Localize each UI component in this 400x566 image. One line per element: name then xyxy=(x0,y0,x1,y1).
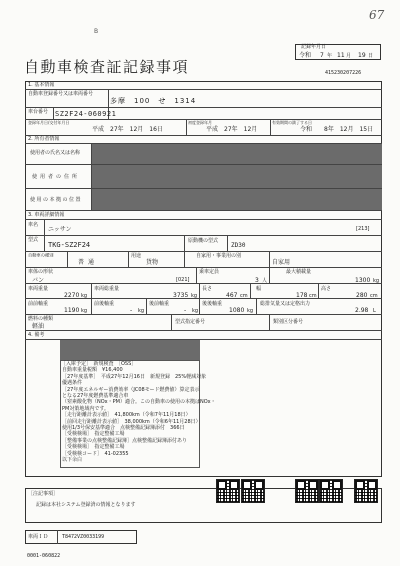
front-front-axle-value: 1190 xyxy=(64,307,80,314)
front-rear-axle-label: 前後軸重 xyxy=(94,301,115,307)
first-reg-value: 平成 27年 12月 16日 xyxy=(92,126,163,133)
qr-code xyxy=(216,479,240,503)
section-1-header: 1. 基本情報 xyxy=(28,82,55,88)
expiry-label: 有効期間の満了する日 xyxy=(272,121,313,126)
section-3-header: 3. 車両詳細情報 xyxy=(28,212,65,218)
weight-label: 車両重量 xyxy=(28,286,49,292)
issue-date-day-unit: 日 xyxy=(368,53,374,59)
expiry-value: 令和 8年 12月 15日 xyxy=(300,126,374,133)
maker-value: ニッサン xyxy=(48,226,72,233)
car-id-box xyxy=(25,530,137,544)
car-id-label: 車両ＩＤ xyxy=(28,534,49,540)
user-name-label: 使用者の氏名又は名称 xyxy=(30,150,81,156)
fuel-label: 燃料の種類 xyxy=(28,316,54,322)
issue-date-label: 記録年月日 xyxy=(301,44,327,50)
body-value: バン xyxy=(32,277,45,284)
section-2-header: 2. 所有者情報 xyxy=(28,136,60,142)
issue-date-year: 7 xyxy=(320,52,324,59)
note-line: （窒素酸化物（NOx・PM）適合。この自動車の使用の本拠はNOx・ xyxy=(62,399,216,406)
rear-front-axle-label: 後前軸重 xyxy=(149,301,170,307)
note-line: ［受検検場］ 指定整備工場 xyxy=(62,444,125,451)
front-rear-axle-unit: kg xyxy=(138,308,145,314)
maker-code: [213] xyxy=(356,226,370,232)
note-line: ［受検検場］ 指定整備工場 xyxy=(62,431,125,438)
max-load-label: 最大積載量 xyxy=(286,269,312,275)
note-line: ［入庫予定］ 新規検査 ［OSS］ xyxy=(61,361,137,367)
rear-rear-axle-label: 後後軸重 xyxy=(202,301,223,307)
issue-date-day: 19 xyxy=(358,52,366,59)
rear-front-axle-unit: kg xyxy=(192,308,199,314)
handwritten-page-number: 67 xyxy=(369,8,385,22)
front-front-axle-label: 前前軸重 xyxy=(28,301,49,307)
first-year-value: 平成 27年 12月 xyxy=(206,126,258,133)
body-code: [021] xyxy=(176,277,190,283)
issue-date-year-unit: 年 xyxy=(327,53,333,59)
max-load-value: 1300 xyxy=(355,277,371,284)
use-value: 貨物 xyxy=(146,259,159,266)
first-year-label: 初度登録年月 xyxy=(188,121,213,126)
first-reg-label: 登録年月日/交付年月日 xyxy=(28,121,70,126)
issue-date-box xyxy=(295,44,381,60)
issue-date-month-unit: 月 xyxy=(346,53,352,59)
redacted-notes-header xyxy=(60,340,200,360)
height-unit: cm xyxy=(370,293,378,299)
type-number-label: 型式指定番号 xyxy=(175,319,206,325)
remarks-header: ［注記事項］ xyxy=(28,491,59,497)
business-value: 自家用 xyxy=(272,259,291,266)
user-address-label: 使用者の住所 xyxy=(32,174,81,180)
note-line: 優遇条件 xyxy=(62,380,83,387)
gross-unit: kg xyxy=(191,293,198,299)
engine-label: 原動機の型式 xyxy=(188,238,219,244)
redacted-base-location xyxy=(92,189,382,210)
maker-label: 車名 xyxy=(28,222,39,228)
width-unit: cm xyxy=(309,293,317,299)
model-label: 型式 xyxy=(28,237,39,243)
fuel-value: 軽油 xyxy=(32,323,45,330)
qr-code xyxy=(295,479,319,503)
note-line: 自動車重量税額 ¥16,400 xyxy=(62,367,123,374)
reg-number-label: 自動車登録番号又は車両番号 xyxy=(28,91,94,97)
business-label: 自家用・事業用の別 xyxy=(196,253,242,259)
weight-unit: kg xyxy=(81,293,88,299)
engine-value: ZD30 xyxy=(231,242,246,249)
length-value: 467 xyxy=(226,292,238,299)
vin-label: 車台番号 xyxy=(28,109,49,115)
note-line: ［27年度エネルギー消費効率（JC08モード燃費値）算定表示 xyxy=(62,386,200,393)
gross-value: 3735 xyxy=(173,292,189,299)
note-line: ［走行距離計表示値］ 41,800km（令和7年11月18日） xyxy=(62,412,191,419)
note-line: 以下余白 xyxy=(62,457,83,463)
length-unit: cm xyxy=(240,293,248,299)
displacement-value: 2.98 xyxy=(355,307,369,314)
rear-rear-axle-value: 1080 xyxy=(229,307,245,314)
note-line: ［27年度基準］ 平成27年12月16日 新規登録 25%軽減対象 xyxy=(62,373,207,380)
car-id-value: T8472VZ0033199 xyxy=(62,534,105,540)
class-number-label: 類別区分番号 xyxy=(273,319,304,325)
width-value: 178 xyxy=(296,292,308,299)
rear-rear-axle-unit: kg xyxy=(247,308,254,314)
front-rear-axle-value: - xyxy=(130,307,133,314)
reg-number-value: 多摩 100 せ 1314 xyxy=(110,97,197,105)
note-line: ［整備事業の点検整備記録簿］点検整備記録簿添付あり xyxy=(62,437,188,444)
displacement-label: 総排気量又は定格出力 xyxy=(260,301,311,307)
displacement-unit: L xyxy=(373,308,376,314)
max-load-unit: kg xyxy=(373,278,380,284)
capacity-unit: 人 xyxy=(262,278,268,284)
height-value: 280 xyxy=(356,292,368,299)
remarks-text: 記録は本社システム登録済の情報となります xyxy=(36,502,136,508)
redacted-user-address xyxy=(92,165,382,188)
capacity-value: 3 xyxy=(255,277,259,284)
section-4-header: 4. 備考 xyxy=(28,332,45,338)
issue-date-month: 11 xyxy=(337,52,345,59)
base-location-label: 使用の本拠の位置 xyxy=(30,197,83,203)
kind-value: 普通 xyxy=(78,259,99,266)
document-title: 自動車検査証記録事項 xyxy=(24,58,190,76)
document-number: 415230207226 xyxy=(325,70,362,76)
qr-code xyxy=(241,479,265,503)
kind-label: 自動車の種別 xyxy=(28,253,54,259)
note-line: 使用1/3号保安基準適合 点検整備記録簿添付 366日 xyxy=(62,425,185,431)
front-front-axle-unit: kg xyxy=(81,308,88,314)
issue-date-era: 令和 xyxy=(299,52,312,59)
qr-code xyxy=(354,479,378,503)
note-line: となる27年度燃費基準適合車 xyxy=(62,393,129,399)
qr-code xyxy=(319,479,343,503)
weight-value: 2270 xyxy=(64,292,80,299)
gross-label: 車両総重量 xyxy=(94,286,120,292)
rear-front-axle-value: - xyxy=(184,307,187,314)
note-line: ［受検検コード］ 41-02355 xyxy=(62,450,129,457)
bottom-code: 0001-060822 xyxy=(27,553,61,559)
note-line: PM対策地域内です。 xyxy=(62,405,109,412)
width-label: 幅 xyxy=(256,286,262,292)
height-label: 高さ xyxy=(321,286,332,292)
note-line: ［前回走行距離計表示値］ 38,000km（令和6年11月28日） xyxy=(62,418,201,425)
model-value: TKG-SZ2F24 xyxy=(48,241,91,249)
vin-value: SZ2F24-060921 xyxy=(55,110,117,118)
capacity-label: 乗車定員 xyxy=(199,269,220,275)
length-label: 長さ xyxy=(202,286,213,292)
use-label: 用途 xyxy=(131,253,142,259)
redacted-user-name xyxy=(92,144,382,164)
body-label: 車体の形状 xyxy=(28,269,54,275)
small-mark: B xyxy=(94,28,99,35)
